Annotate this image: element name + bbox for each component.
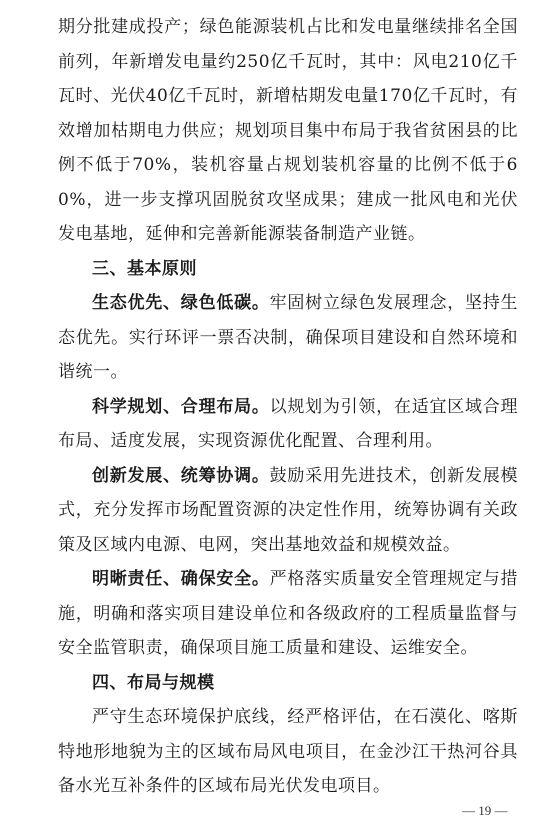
document-page [58,10,518,804]
principle-text: 严格落实质量安全管理规定与措施，明确和落实项目建设单位和各级政府的工程质量监督与安全监管职责，确保项目施工质量和建设、运维安全。 [58,569,519,658]
principle-lead: 生态优先、绿色低碳。 [92,293,270,313]
principle-lead: 创新发展、统筹协调。 [92,465,270,486]
section-heading-layout: 四、布局与规模 [92,672,215,693]
intro-paragraph: 期分批建成投产；绿色能源装机占比和发电量继续排名全国前列，年新增发电量约250亿千瓦时，其中：风电210亿千瓦时、光伏40亿千瓦时，新增枯期发电量170亿千瓦时，有效增加枯期电力供应；规划项目集中布局于我省贫困县的比例不低于70%，装机容量占规划装机容量的比例不低于60%，进一步支撑巩固脱贫攻坚成果；建成一批风电和光伏发电基地，延伸和完善新能源装备制造产业链。 [58,17,518,244]
principle-lead: 科学规划、合理布局。 [92,396,270,417]
principle-planning [58,390,518,459]
layout-paragraph: 严守生态环境保护底线，经严格评估，在石漠化、喀斯特地形地貌为主的区域布局风电项目，在金沙江干热河谷具备水光互补条件的区域布局光伏发电项目。 [58,707,518,796]
page-number: — 19 — [462,803,508,818]
principle-text: 以规划为引领，在适宜区域合理布局、适度发展，实现资源优化配置、合理利用。 [58,396,519,451]
section-heading-principles: 三、基本原则 [92,258,197,279]
principle-lead: 明晰责任、确保安全。 [92,569,270,589]
principle-innovation [58,459,518,563]
principle-text: 牢固树立绿色发展理念，坚持生态优先。实行环评一票否决制，确保项目建设和自然环境和谐统一。 [58,293,519,382]
principle-ecology [58,286,518,390]
principle-text: 鼓励采用先进技术，创新发展模式，充分发挥市场配置资源的决定性作用，统筹协调有关政策及区域内电源、电网，突出基地效益和规模效益。 [58,465,519,555]
principle-safety [58,562,518,666]
